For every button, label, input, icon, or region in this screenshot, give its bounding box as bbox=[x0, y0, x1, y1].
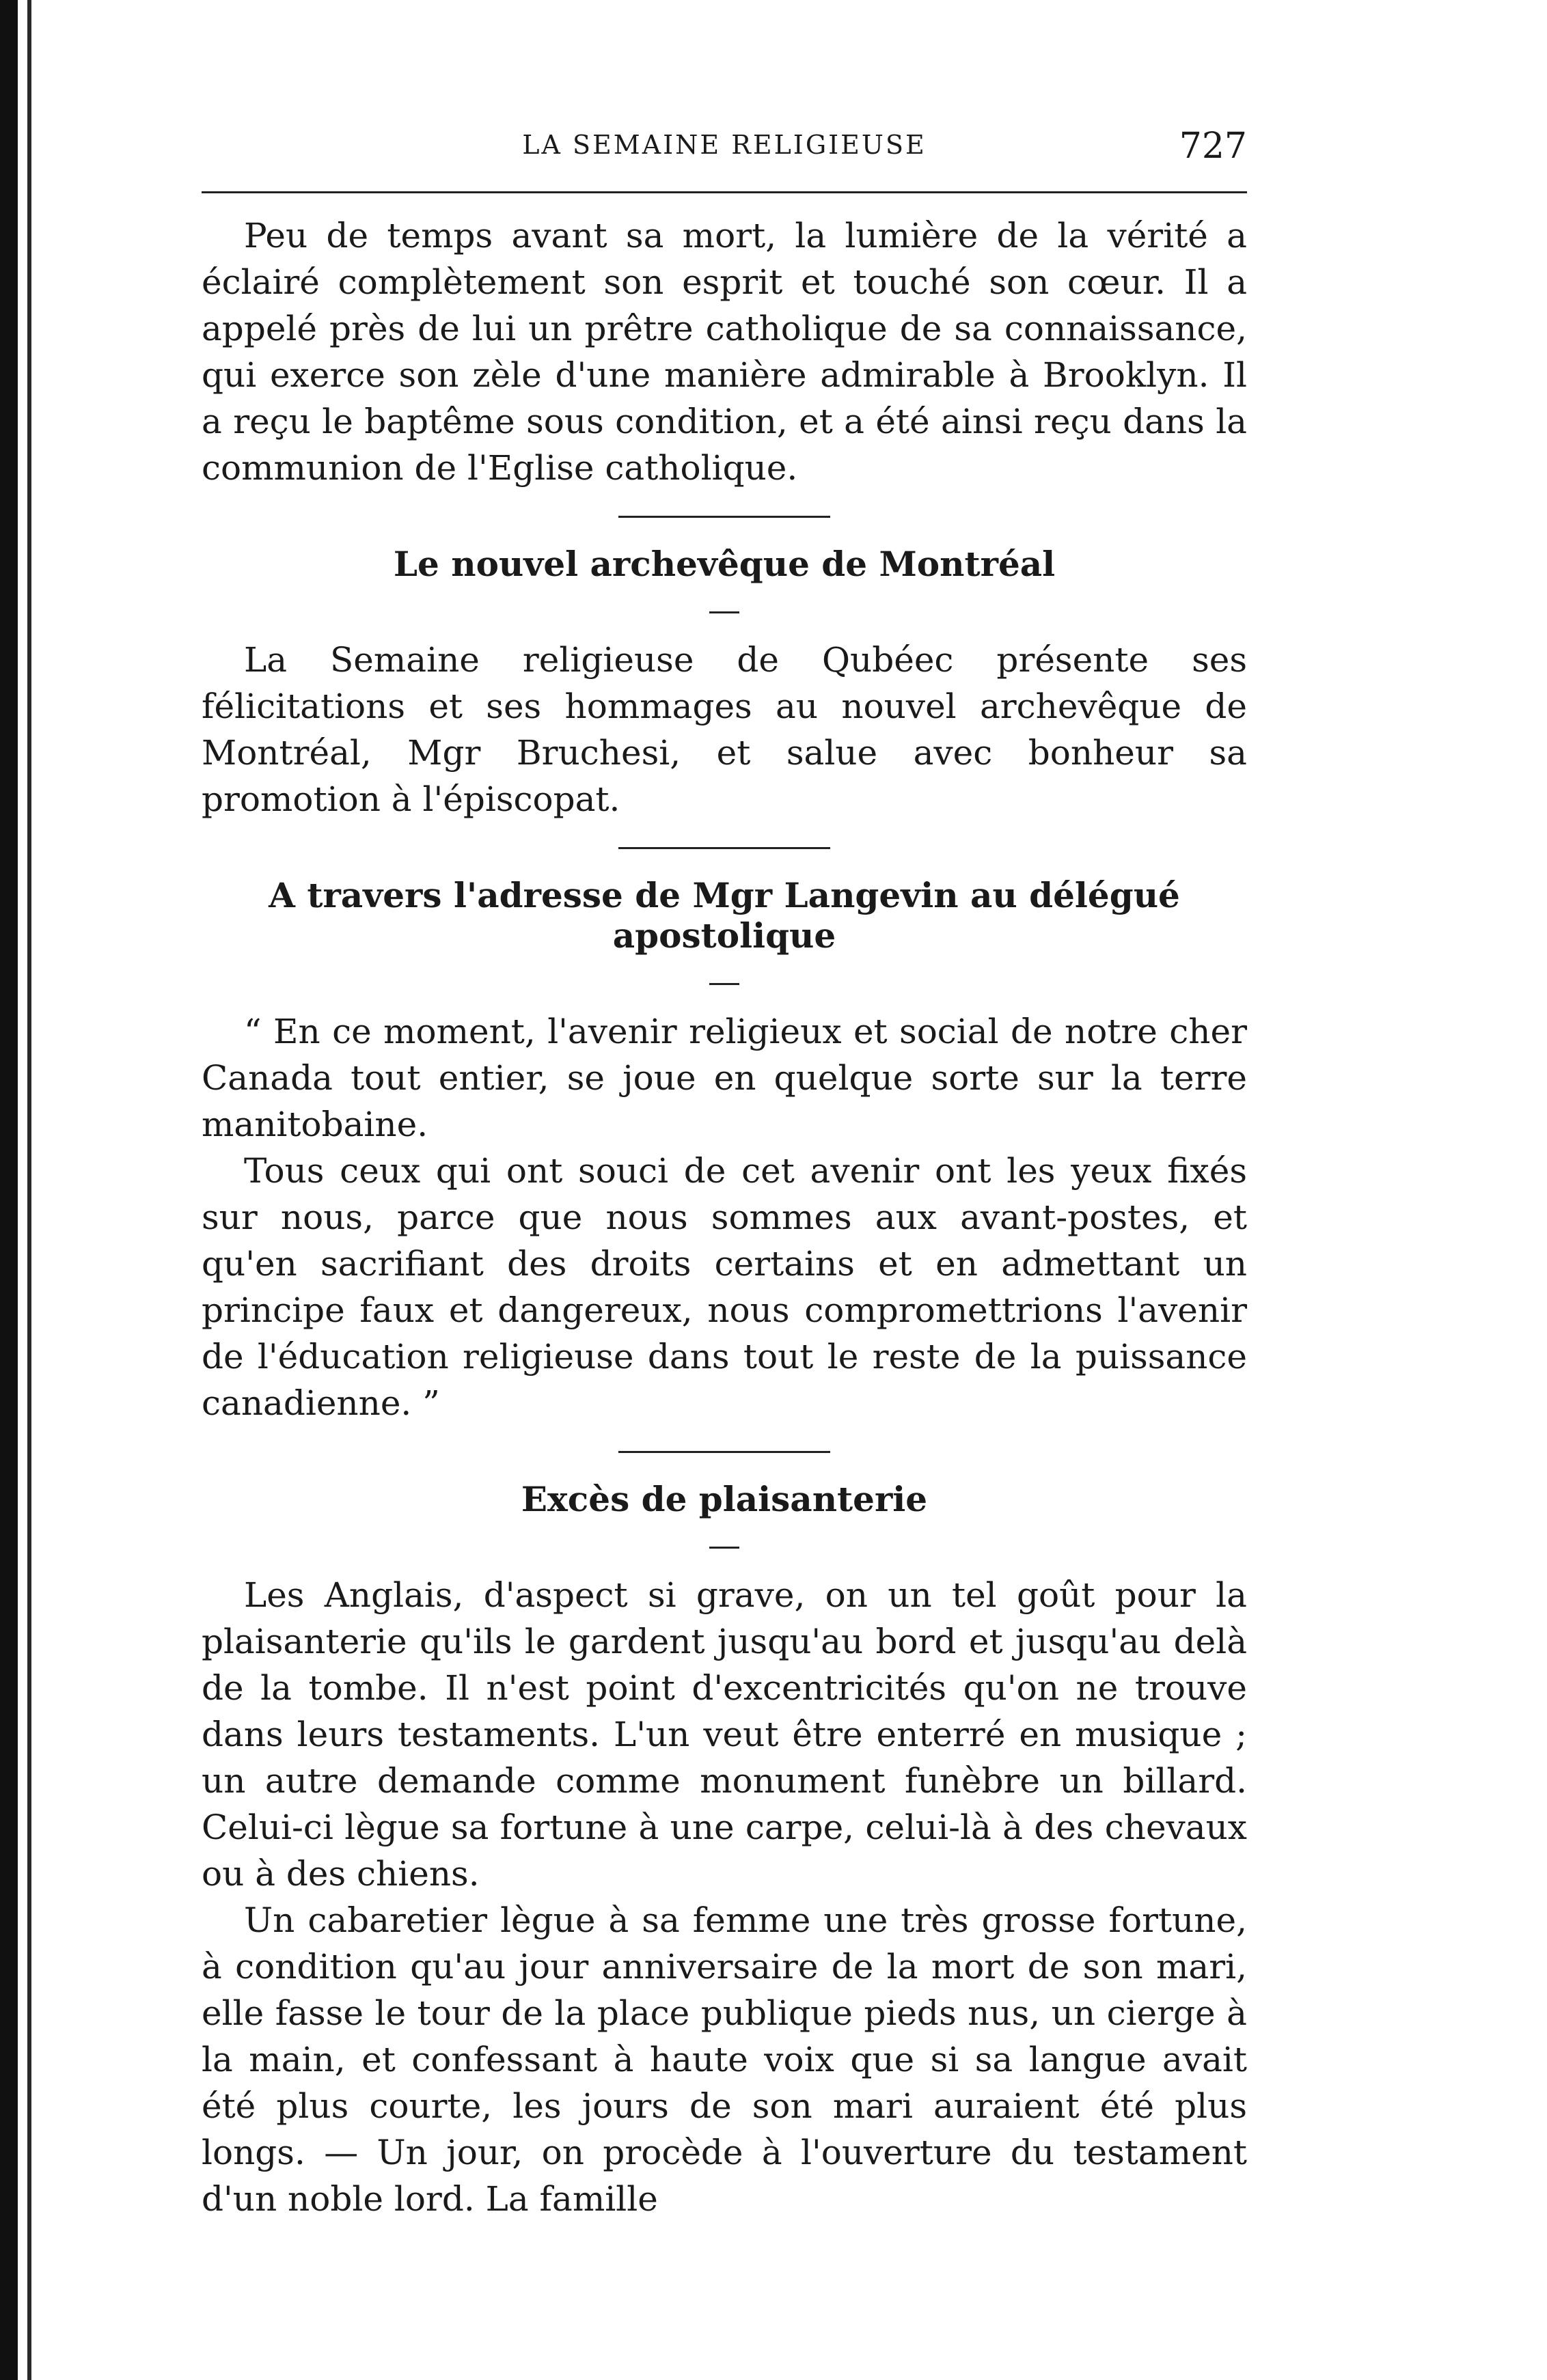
section-adresse-langevin bbox=[202, 875, 1247, 1426]
heading-dash bbox=[709, 1547, 739, 1549]
running-head-title: LA SEMAINE RELIGIEUSE bbox=[522, 130, 927, 160]
section-heading: Excès de plaisanterie bbox=[521, 1479, 928, 1519]
running-head bbox=[202, 126, 1247, 178]
section-divider bbox=[618, 516, 830, 518]
section-heading: A travers l'adresse de Mgr Langevin au délégué apostolique bbox=[269, 875, 1180, 956]
paragraph: “ En ce moment, l'avenir religieux et social de notre cher Canada tout entier, se joue en quelque sorte sur la terre manitobaine. bbox=[202, 1012, 1247, 1144]
paragraph: La Semaine religieuse de Qubéec présente ses félicitations et ses hommages au nouvel archevêque de Montréal, Mgr Bruchesi, et salue avec bonheur sa promotion à l'épiscopat. bbox=[202, 640, 1247, 819]
section-divider bbox=[618, 1451, 830, 1453]
page-binding-edge bbox=[0, 0, 18, 2380]
paragraph: Un cabaretier lègue à sa femme une très grosse fortune, à condition qu'au jour anniversaire de la mort de son mari, elle fasse le tour de la place publique pieds nus, un cierge à la main, et confessant à haute voix que si sa langue avait été plus courte, les jours de son mari auraient été plus longs. — Un jour, on procède à l'ouverture du testament d'un noble lord. La famille bbox=[202, 1900, 1247, 2219]
header-rule bbox=[202, 191, 1247, 193]
section-plaisanterie bbox=[202, 1479, 1247, 2222]
document-page bbox=[202, 126, 1247, 2222]
section-intro bbox=[202, 212, 1247, 491]
heading-dash bbox=[709, 611, 739, 613]
paragraph: Les Anglais, d'aspect si grave, on un tel goût pour la plaisanterie qu'ils le gardent jusqu'au bord et jusqu'au delà de la tombe. Il n'est point d'excentricités qu'on ne trouve dans leurs testaments. L'un veut être enterré en musique ; un autre demande comme monument funèbre un billard. Celui-ci lègue sa fortune à une carpe, celui-là à des chevaux ou à des chiens. bbox=[202, 1575, 1247, 1894]
page-number: 727 bbox=[1179, 126, 1247, 167]
paragraph: Peu de temps avant sa mort, la lumière de la vérité a éclairé complètement son esprit et touché son cœur. Il a appelé près de lui un prêtre catholique de sa connaissance, qui exerce son zèle d'une manière admirable à Brooklyn. Il a reçu le baptême sous condition, et a été ainsi reçu dans la communion de l'Eglise catholique. bbox=[202, 216, 1247, 488]
paragraph: Tous ceux qui ont souci de cet avenir ont les yeux fixés sur nous, parce que nous sommes aux avant-postes, et qu'en sacrifiant des droits certains et en admettant un principe faux et dangereux, nous compromettrions l'avenir de l'éducation religieuse dans tout le reste de la puissance canadienne. ” bbox=[202, 1151, 1247, 1423]
heading-dash bbox=[709, 983, 739, 985]
section-archeveque bbox=[202, 544, 1247, 822]
page-binding-shadow bbox=[27, 0, 31, 2380]
section-heading: Le nouvel archevêque de Montréal bbox=[393, 544, 1056, 584]
section-divider bbox=[618, 847, 830, 849]
